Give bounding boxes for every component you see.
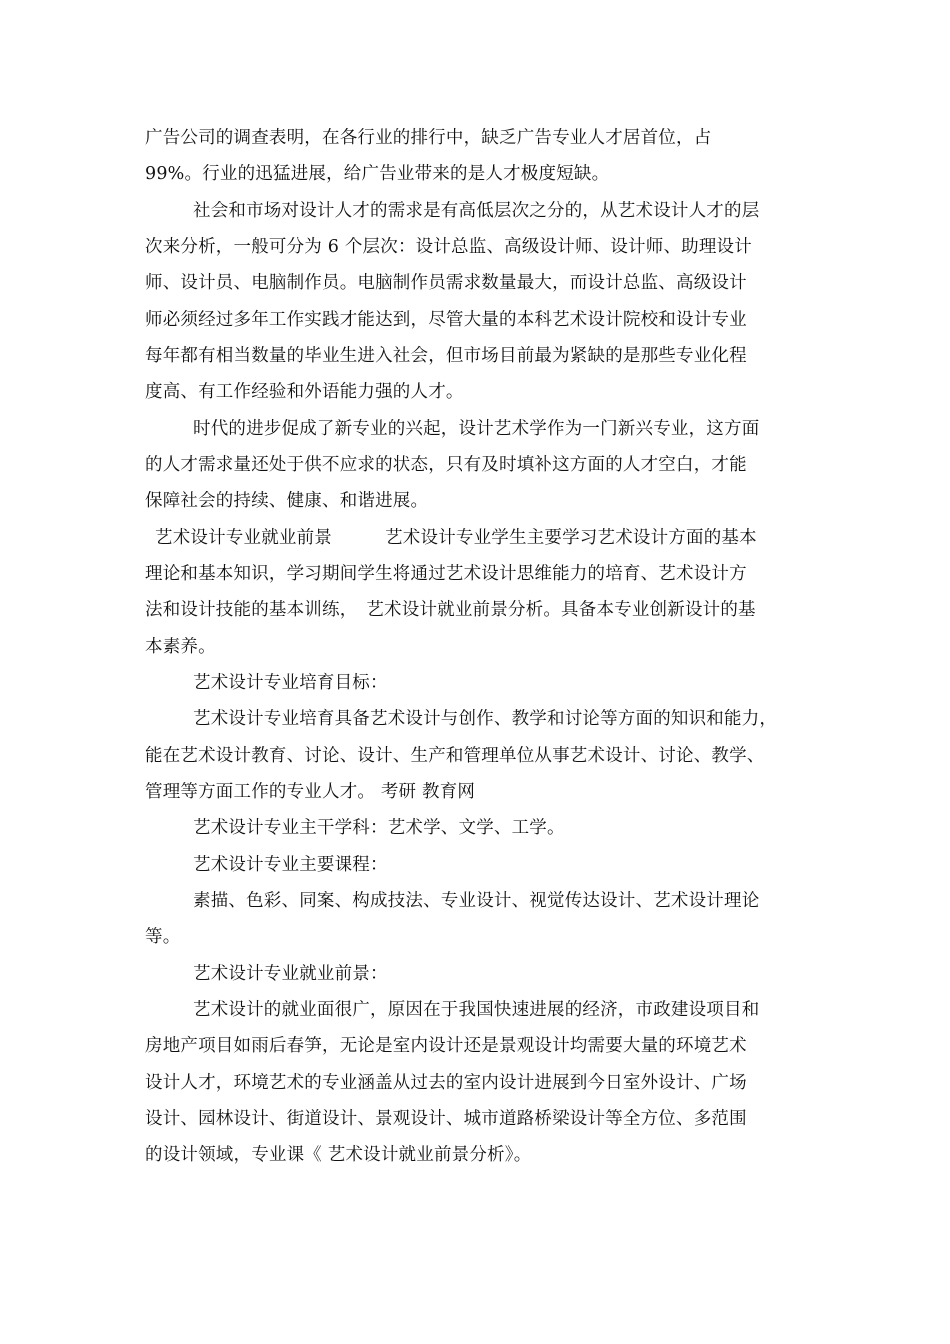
text-line: 的设计领域，专业课《 艺术设计就业前景分析》。 — [145, 1145, 532, 1165]
text-line: 艺术设计专业培育目标： — [193, 673, 388, 693]
text-line: 广告公司的调查表明，在各行业的排行中，缺乏广告专业人才居首位，占 — [145, 128, 712, 148]
text-line: 艺术设计专业就业前景 艺术设计专业学生主要学习艺术设计方面的基本 — [155, 528, 757, 548]
text-line: 社会和市场对设计人才的需求是有高低层次之分的，从艺术设计人才的层 — [193, 201, 760, 221]
text-line: 师必须经过多年工作实践才能达到，尽管大量的本科艺术设计院校和设计专业 — [145, 310, 747, 330]
text-line: 设计人才，环境艺术的专业涵盖从过去的室内设计进展到今日室外设计、广场 — [145, 1073, 747, 1093]
text-line: 的人才需求量还处于供不应求的状态，只有及时填补这方面的人才空白，才能 — [145, 455, 747, 475]
text-line: 管理等方面工作的专业人才。 考研 教育网 — [145, 782, 476, 802]
text-line: 法和设计技能的基本训练， 艺术设计就业前景分析。具备本专业创新设计的基 — [145, 600, 756, 620]
text-line: 能在艺术设计教育、讨论、设计、生产和管理单位从事艺术设计、讨论、教学、 — [145, 746, 765, 766]
text-line: 师、设计员、电脑制作员。电脑制作员需求数量最大，而设计总监、高级设计 — [145, 273, 747, 293]
text-line: 设计、园林设计、街道设计、景观设计、城市道路桥梁设计等全方位、多范围 — [145, 1109, 747, 1129]
text-line: 等。 — [145, 927, 181, 947]
text-line: 艺术设计专业主要课程： — [193, 855, 388, 875]
text-line: 房地产项目如雨后春笋，无论是室内设计还是景观设计均需要大量的环境艺术 — [145, 1036, 747, 1056]
text-line: 时代的进步促成了新专业的兴起，设计艺术学作为一门新兴专业，这方面 — [193, 419, 760, 439]
text-line: 理论和基本知识，学习期间学生将通过艺术设计思维能力的培育、艺术设计方 — [145, 564, 747, 584]
text-line: 艺术设计专业培育具备艺术设计与创作、教学和讨论等方面的知识和能力， — [193, 709, 778, 729]
text-line: 艺术设计专业就业前景： — [193, 964, 388, 984]
text-line: 素描、色彩、同案、构成技法、专业设计、视觉传达设计、艺术设计理论 — [193, 891, 760, 911]
text-line: 每年都有相当数量的毕业生进入社会，但市场目前最为紧缺的是那些专业化程 — [145, 346, 747, 366]
text-line: 次来分析，一般可分为 6 个层次：设计总监、高级设计师、设计师、助理设计 — [145, 237, 752, 257]
text-line: 保障社会的持续、健康、和谐进展。 — [145, 491, 429, 511]
text-line: 99%。行业的迅猛进展，给广告业带来的是人才极度短缺。 — [145, 164, 610, 184]
text-line: 艺术设计专业主干学科：艺术学、文学、工学。 — [193, 818, 565, 838]
text-line: 度高、有工作经验和外语能力强的人才。 — [145, 382, 464, 402]
text-line: 艺术设计的就业面很广，原因在于我国快速进展的经济，市政建设项目和 — [193, 1000, 760, 1020]
text-line: 本素养。 — [145, 637, 216, 657]
